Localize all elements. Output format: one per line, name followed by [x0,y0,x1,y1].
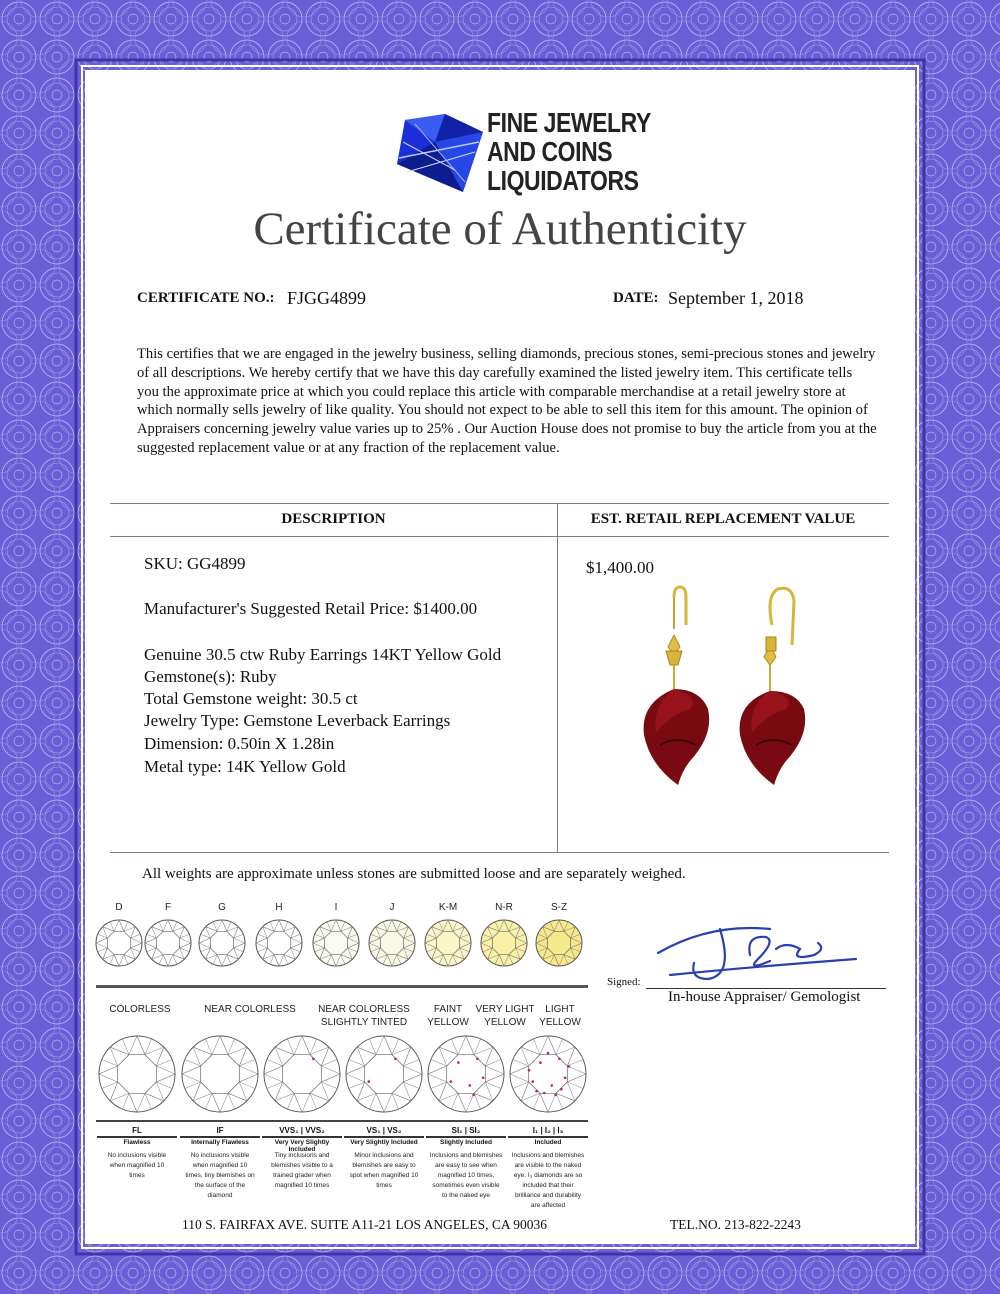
color-category-label: LIGHT YELLOW [539,1004,581,1028]
date-label: DATE: [613,290,659,306]
clarity-name: Included [534,1139,562,1146]
color-grade-diamond [423,918,473,973]
detail-line: Genuine 30.5 ctw Ruby Earrings 14KT Yellow Gold [144,645,502,664]
date-value: September 1, 2018 [668,288,804,308]
color-grade-diamond [534,918,584,973]
table-header-rule [110,536,889,537]
clarity-divider [344,1136,424,1138]
clarity-name: Very Very Slightly Included [274,1139,330,1153]
detail-line: Total Gemstone weight: 30.5 ct [144,689,358,708]
certificate-number-label: CERTIFICATE NO.: [137,290,275,306]
clarity-code: I₁ | I₂ | I₃ [532,1126,564,1135]
color-category-label: NEAR COLORLESS [204,1004,296,1015]
company-logo-text [487,108,651,195]
clarity-divider [97,1136,177,1138]
gem-icon [395,112,487,200]
clarity-description: No inclusions visible when magnified 10 times [107,1152,167,1179]
logo-line-2: AND COINS [487,136,613,167]
clarity-divider [262,1136,342,1138]
color-scale-bar [96,985,588,988]
clarity-diamond [426,1034,506,1119]
color-grade-letter: H [275,902,283,913]
color-category-label: NEAR COLORLESS SLIGHTLY TINTED [318,1004,410,1028]
table-bottom-rule [110,852,889,853]
footer-address: 110 S. FAIRFAX AVE. SUITE A11-21 LOS ANGELES, CA 90036 [182,1217,548,1232]
clarity-diamond [508,1034,588,1119]
clarity-code: IF [216,1126,224,1135]
color-grade-diamond [143,918,193,973]
clarity-divider [508,1136,588,1138]
detail-line: Metal type: 14K Yellow Gold [144,757,346,776]
clarity-code: VS₁ | VS₂ [366,1126,402,1135]
color-grade-letter: I [334,902,338,913]
appraiser-title: In-house Appraiser/ Gemologist [668,989,861,1005]
clarity-diamond [344,1034,424,1119]
color-grade-letter: N-R [495,902,513,913]
color-category-label: VERY LIGHT YELLOW [475,1004,535,1028]
signature-image [650,915,860,985]
clarity-description: Tiny inclusions and blemishes visible to a trained grader when magnified 10 times [271,1152,333,1189]
clarity-name: Internally Flawless [191,1139,249,1146]
color-grade-diamond [479,918,529,973]
clarity-diamond [180,1034,260,1119]
ruby-earrings-image [630,585,850,805]
color-category-label: FAINT YELLOW [427,1004,469,1028]
signed-label: Signed: [607,976,641,988]
clarity-baseline [96,1120,588,1122]
clarity-description: Inclusions and blemishes are easy to see when magnified 10 times, sometimes even visible to the naked eye [429,1152,503,1199]
clarity-divider [426,1136,506,1138]
clarity-name: Slightly Included [439,1139,492,1146]
description-header: DESCRIPTION [281,511,386,527]
color-grade-diamond [254,918,304,973]
clarity-diamond [262,1034,342,1119]
color-grade-letter: S-Z [550,902,568,913]
color-grade-letter: D [115,902,123,913]
table-top-rule [110,503,889,504]
clarity-description: No inclusions visible when magnified 10 times, tiny blemishes on the surface of the diamond [185,1152,255,1199]
detail-line: Gemstone(s): Ruby [144,667,277,686]
logo-line-1: FINE JEWELRY [487,107,651,138]
weights-note: All weights are approximate unless stones are submitted loose and are separately weighed. [142,866,686,882]
color-grade-letter: K-M [438,902,458,913]
replacement-value: $1,400.00 [586,558,654,577]
clarity-description: Inclusions and blemishes are visible to the naked eye. I₃ diamonds are so included that their brilliance and durability are affected [511,1152,585,1209]
logo-line-3: LIQUIDATORS [487,165,639,196]
detail-line: Jewelry Type: Gemstone Leverback Earrings [144,711,451,730]
color-grade-letter: G [218,902,226,913]
clarity-diamond [97,1034,177,1119]
clarity-name: Very Slightly Included [350,1139,418,1146]
clarity-name: Flawless [123,1139,151,1146]
table-column-divider [557,503,558,852]
sku-text: SKU: GG4899 [144,554,246,573]
color-category-label: COLORLESS [109,1004,171,1015]
color-grade-diamond [311,918,361,973]
clarity-description: Minor inclusions and blemishes are easy to spot when magnified 10 times [349,1152,419,1189]
msrp-text: Manufacturer's Suggested Retail Price: $1400.00 [144,599,478,618]
footer-phone: TEL.NO. 213-822-2243 [670,1217,801,1232]
clarity-code: SI₁ | SI₂ [451,1126,481,1135]
clarity-code: VVS₁ | VVS₂ [279,1126,325,1135]
clarity-divider [180,1136,260,1138]
color-grade-diamond [94,918,144,973]
detail-line: Dimension: 0.50in X 1.28in [144,734,335,753]
color-grade-diamond [367,918,417,973]
color-grade-letter: J [389,902,395,913]
value-header: EST. RETAIL REPLACEMENT VALUE [590,511,856,527]
certificate-number-value: FJGG4899 [287,288,367,308]
certification-paragraph: This certifies that we are engaged in the jewelry business, selling diamonds, precious stones, semi-precious stones and jewelry of all descriptions. We hereby certify that we have this day carefully examined the listed jewelry item. This certificate tells you the approximate price at which you could replace this article with comparable merchandise at a retail jewelry store at which normally sells jewelry of like quality. You should not expect to be able to sell this item for this amount. The opinion of Appraisers concerning jewelry value varies up to 25% . Our Auction House does not promise to buy the article from you at the suggested replacement value or at any fraction of the replacement value. [137,346,877,456]
clarity-code: FL [132,1126,142,1135]
color-grade-letter: F [164,902,172,913]
color-grade-diamond [197,918,247,973]
page-title: Certificate of Authenticity [253,203,747,255]
